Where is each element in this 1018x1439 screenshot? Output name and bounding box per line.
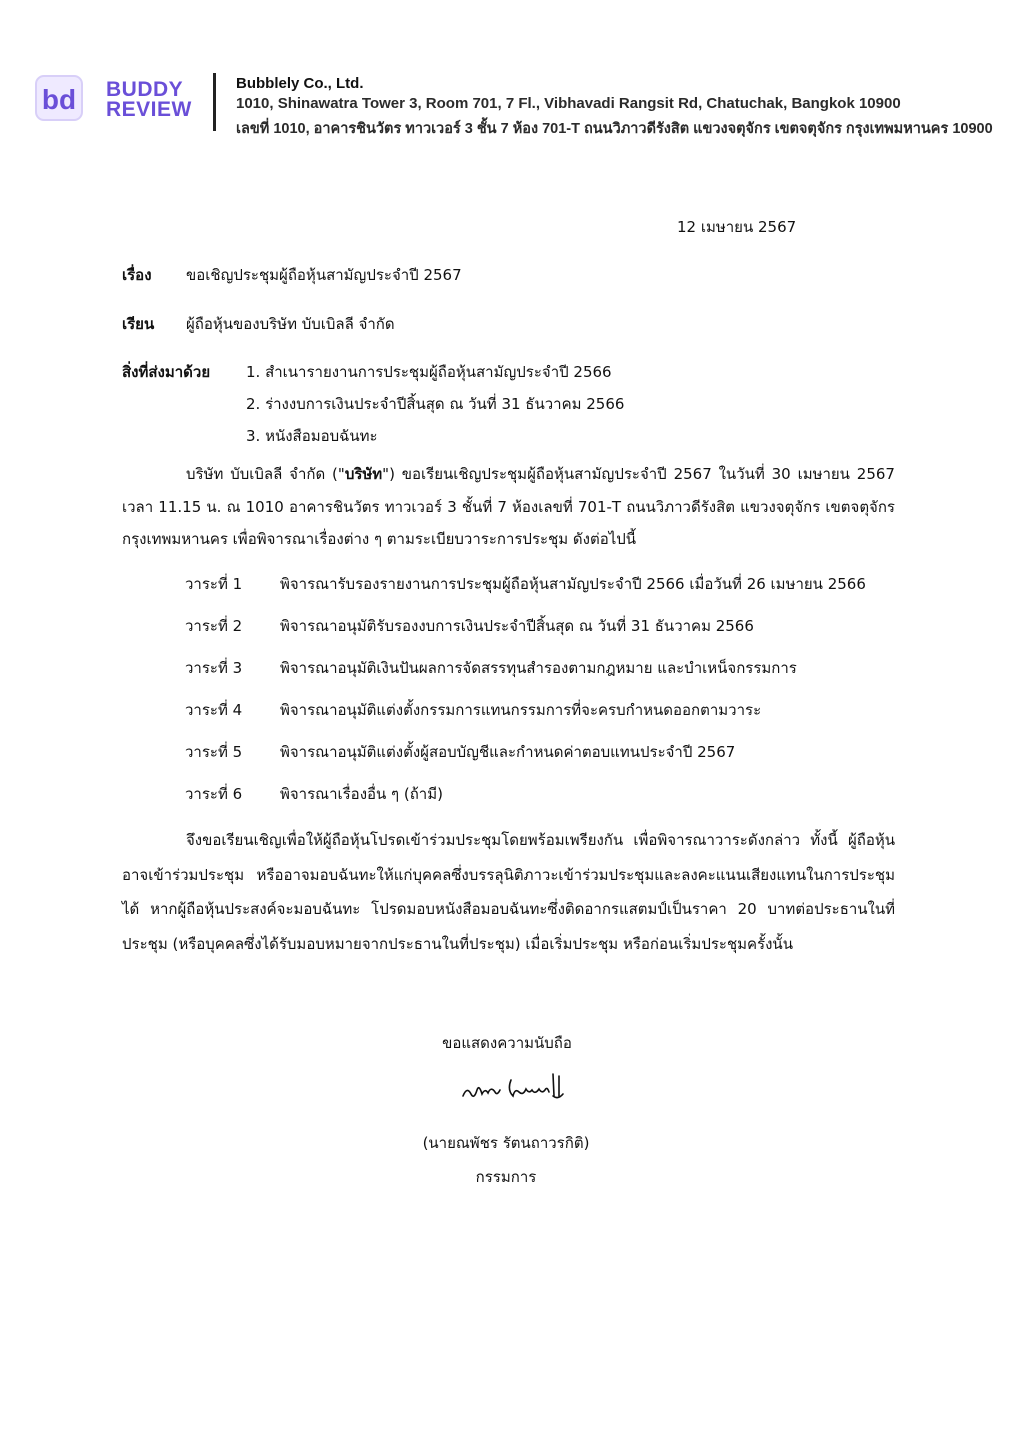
agenda-number: วาระที่ 4 <box>185 701 243 719</box>
agenda-text: พิจารณาอนุมัติรับรองงบการเงินประจำปีสิ้นสุด ณ วันที่ 31 ธันวาคม 2566 <box>280 617 754 635</box>
intro-company-term: บริษัท <box>344 465 383 483</box>
agenda-number: วาระที่ 6 <box>185 785 243 803</box>
logo-mark: bd <box>41 84 77 115</box>
logo-line-1: BUDDY <box>106 78 184 101</box>
closing-salutation: ขอแสดงความนับถือ <box>442 1034 572 1052</box>
signature <box>455 1066 575 1106</box>
enclosure-item: 1. สำเนารายงานการประชุมผู้ถือหุ้นสามัญประจำปี 2566 <box>246 363 612 381</box>
subject-label: เรื่อง <box>122 266 152 284</box>
address-english: 1010, Shinawatra Tower 3, Room 701, 7 Fl., Vibhavadi Rangsit Rd, Chatuchak, Bangkok 10900 <box>236 95 901 112</box>
logo-line-2: REVIEW <box>106 98 192 121</box>
intro-text-after: ") ขอเรียนเชิญประชุมผู้ถือหุ้นสามัญประจำปี 2567 ในวันที่ 30 เมษายน 2567 เวลา 11.15 น. ณ 1010 อาคารชินวัตร ทาวเวอร์ 3 ชั้นที่ 7 ห้องเลขที่ 701-T ถนนวิภาวดีรังสิต แขวงจตุจักร เขตจตุจักร กรุงเทพมหานคร เพื่อพิจารณาเรื่องต่าง ๆ ตามระเบียบวาระการประชุม ดังต่อไปนี้ <box>122 465 895 548</box>
intro-paragraph <box>122 458 895 556</box>
enclosure-item: 3. หนังสือมอบฉันทะ <box>246 427 378 445</box>
agenda-number: วาระที่ 1 <box>185 575 243 593</box>
agenda-text: พิจารณาอนุมัติเงินปันผลการจัดสรรทุนสำรองตามกฎหมาย และบำเหน็จกรรมการ <box>280 659 797 677</box>
recipient-label: เรียน <box>122 315 155 333</box>
recipient-text: ผู้ถือหุ้นของบริษัท บับเบิลลี จำกัด <box>186 315 395 333</box>
enclosure-item: 2. ร่างงบการเงินประจำปีสิ้นสุด ณ วันที่ 31 ธันวาคม 2566 <box>246 395 625 413</box>
company-name: Bubblely Co., Ltd. <box>236 75 364 92</box>
agenda-text: พิจารณาอนุมัติแต่งตั้งผู้สอบบัญชีและกำหนดค่าตอบแทนประจำปี 2567 <box>280 743 736 761</box>
logo-wordmark <box>106 80 192 120</box>
agenda-number: วาระที่ 5 <box>185 743 243 761</box>
signer-title: กรรมการ <box>475 1168 537 1186</box>
agenda-number: วาระที่ 3 <box>185 659 243 677</box>
header-divider <box>213 73 216 131</box>
agenda-text: พิจารณาเรื่องอื่น ๆ (ถ้ามี) <box>280 785 443 803</box>
subject-text: ขอเชิญประชุมผู้ถือหุ้นสามัญประจำปี 2567 <box>186 266 462 284</box>
intro-text-before: บริษัท บับเบิลลี จำกัด (" <box>186 465 345 483</box>
agenda-text: พิจารณาอนุมัติแต่งตั้งกรรมการแทนกรรมการที่จะครบกำหนดออกตามวาระ <box>280 701 762 719</box>
company-logo <box>33 73 85 125</box>
letter-date: 12 เมษายน 2567 <box>677 218 797 236</box>
agenda-number: วาระที่ 2 <box>185 617 243 635</box>
address-thai: เลขที่ 1010, อาคารชินวัตร ทาวเวอร์ 3 ชั้น 7 ห้อง 701-T ถนนวิภาวดีรังสิต แขวงจตุจักร เขตจตุจักร กรุงเทพมหานคร 10900 <box>236 121 993 137</box>
signer-name: (นายณพัชร รัตนถาวรกิติ) <box>422 1134 590 1152</box>
invitation-paragraph: จึงขอเรียนเชิญเพื่อให้ผู้ถือหุ้นโปรดเข้าร่วมประชุมโดยพร้อมเพรียงกัน เพื่อพิจารณาวาระดังกล่าว ทั้งนี้ ผู้ถือหุ้นอาจเข้าร่วมประชุม หรืออาจมอบฉันทะให้แก่บุคคลซึ่งบรรลุนิติภาวะเข้าร่วมประชุมและลงคะแนนเสียงแทนในการประชุมได้ หากผู้ถือหุ้นประสงค์จะมอบฉันทะ โปรดมอบหนังสือมอบฉันทะซึ่งติดอากรแสตมป์เป็นราคา 20 บาทต่อประธานในที่ประชุม (หรือบุคคลซึ่งได้รับมอบหมายจากประธานในที่ประชุม) เมื่อเริ่มประชุม หรือก่อนเริ่มประชุมครั้งนั้น <box>122 831 895 953</box>
agenda-text: พิจารณารับรองรายงานการประชุมผู้ถือหุ้นสามัญประจำปี 2566 เมื่อวันที่ 26 เมษายน 2566 <box>280 575 866 593</box>
enclosure-label: สิ่งที่ส่งมาด้วย <box>122 363 211 381</box>
